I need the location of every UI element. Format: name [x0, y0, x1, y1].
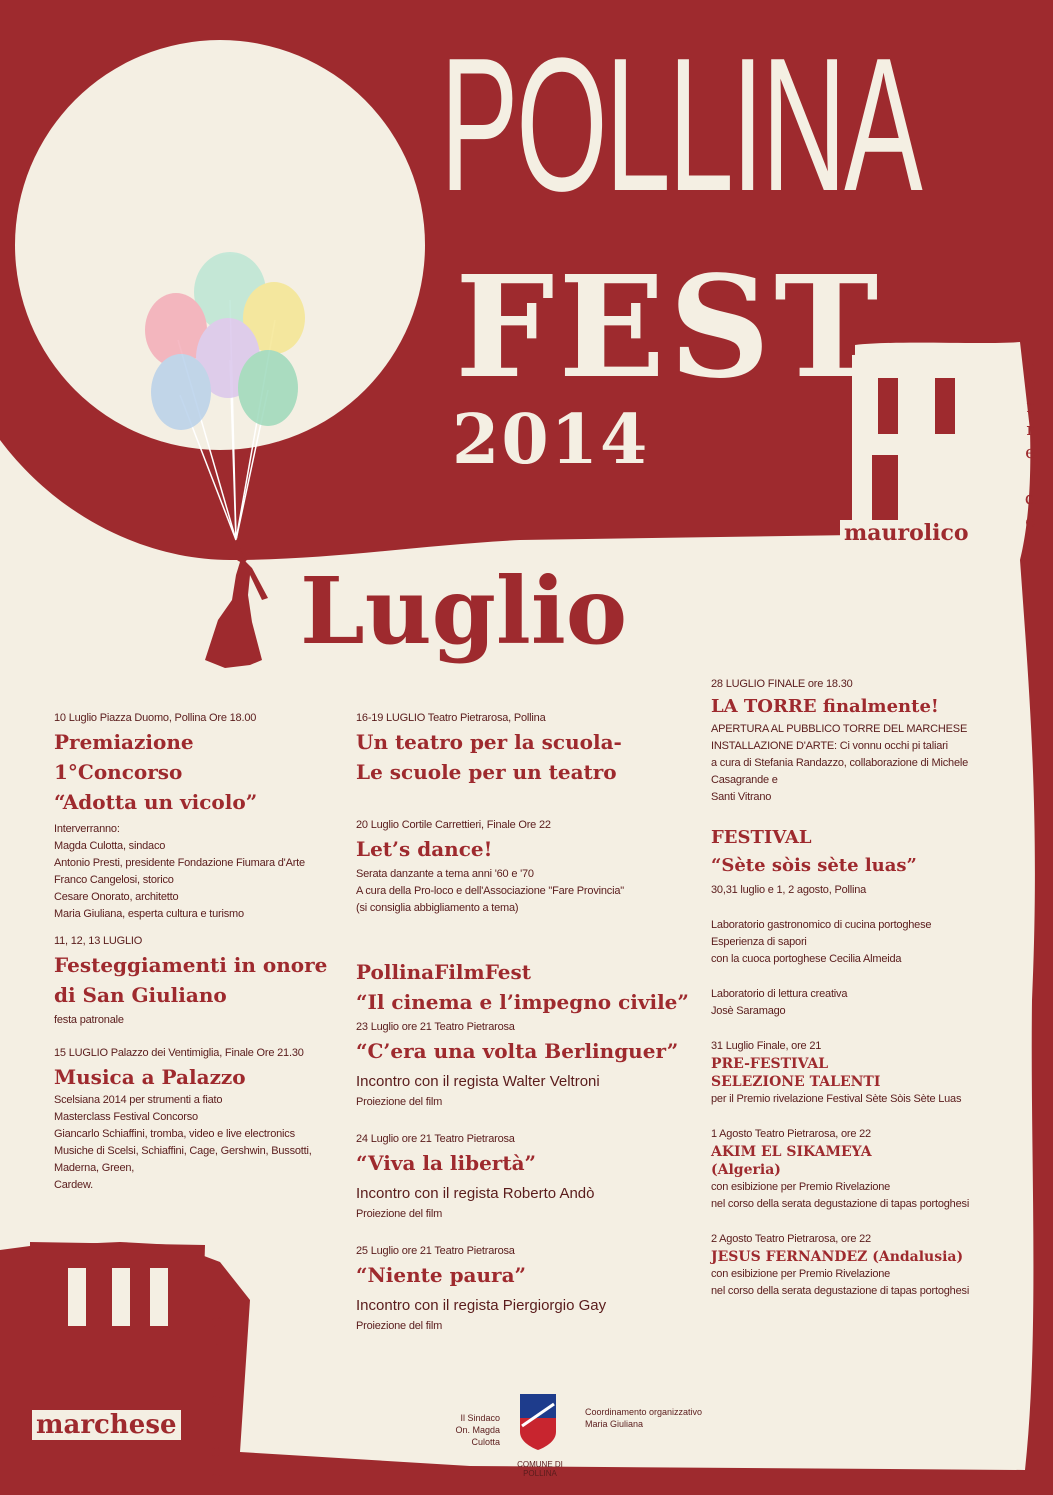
event-line: A cura della Pro-loco e dell'Associazione "Fare Provincia" — [356, 885, 624, 897]
film-title: “Viva la libertà” — [356, 1151, 537, 1175]
events-right-column — [711, 676, 1011, 1300]
film-guest: Incontro con il regista Walter Veltroni — [356, 1073, 600, 1090]
film-guest: Incontro con il regista Roberto Andò — [356, 1185, 595, 1202]
event-title: (Algeria) — [711, 1162, 781, 1178]
events-left-column — [54, 710, 334, 1194]
event-title: AKIM EL SIKAMEYA — [711, 1144, 872, 1160]
film-meta: 25 Luglio ore 21 Teatro Pietrarosa — [356, 1245, 515, 1257]
event-title: 1°Concorso — [54, 760, 183, 784]
event-meta: 1 Agosto Teatro Pietrarosa, ore 22 — [711, 1128, 871, 1140]
tower-top-vertical-label: torre de — [1020, 350, 1041, 534]
film-meta: 24 Luglio ore 21 Teatro Pietrarosa — [356, 1133, 515, 1145]
title-fest: FEST — [455, 246, 883, 410]
title-pollina: POLLINA — [440, 19, 921, 231]
events-middle-column — [356, 710, 696, 1335]
film-note: Proiezione del film — [356, 1096, 443, 1108]
event-meta: 16-19 LUGLIO Teatro Pietrarosa, Pollina — [356, 712, 546, 724]
event-line: a cura di Stefania Randazzo, collaborazione di Michele Casagrande e — [711, 757, 969, 786]
event-line: Cardew. — [54, 1179, 93, 1191]
event-title: Le scuole per un teatro — [356, 760, 617, 784]
footer-mayor — [430, 1412, 500, 1448]
event-title: “Sète sòis sète luas” — [711, 855, 917, 876]
tower-top-name: maurolico — [840, 520, 973, 546]
event-title: PollinaFilmFest — [356, 960, 532, 984]
event-line: Esperienza di sapori — [711, 936, 807, 948]
tower-bottom-name: marchese — [32, 1410, 181, 1440]
event-meta: 10 Luglio Piazza Duomo, Pollina Ore 18.00 — [54, 712, 257, 724]
event-line: Masterclass Festival Concorso — [54, 1111, 198, 1123]
footer-coordination — [585, 1406, 705, 1430]
event-meta: 2 Agosto Teatro Pietrarosa, ore 22 — [711, 1233, 871, 1245]
event-title: Premiazione — [54, 730, 194, 754]
footer-coordination-name: Maria Giuliana — [585, 1419, 644, 1429]
film-note: Proiezione del film — [356, 1320, 443, 1332]
event-line: con la cuoca portoghese Cecilia Almeida — [711, 953, 902, 965]
event-line: con esibizione per Premio Rivelazione — [711, 1181, 891, 1193]
event-line: (si consiglia abbigliamento a tema) — [356, 902, 519, 914]
event-line: Franco Cangelosi, storico — [54, 874, 174, 886]
event-title: Musica a Palazzo — [54, 1065, 246, 1089]
film-title: “C’era una volta Berlinguer” — [356, 1039, 679, 1063]
event-line: INSTALLAZIONE D'ARTE: Ci vonnu occhi pi taliari — [711, 740, 948, 752]
event-line: Laboratorio di lettura creativa — [711, 988, 848, 1000]
title-year: 2014 — [452, 400, 650, 480]
event-title: “Adotta un vicolo” — [54, 790, 258, 814]
event-line: con esibizione per Premio Rivelazione — [711, 1268, 891, 1280]
event-line: festa patronale — [54, 1014, 124, 1026]
footer-mayor-role: Il Sindaco — [460, 1413, 500, 1423]
event-meta: 15 LUGLIO Palazzo dei Ventimiglia, Finale Ore 21.30 — [54, 1047, 304, 1059]
event-line: per il Premio rivelazione Festival Sète Sòis Sète Luas — [711, 1093, 962, 1105]
film-title: “Niente paura” — [356, 1263, 527, 1287]
event-title: Let’s dance! — [356, 837, 493, 861]
event-title: JESUS FERNANDEZ (Andalusia) — [711, 1249, 964, 1265]
event-title: SELEZIONE TALENTI — [711, 1074, 881, 1090]
tower-bottom-vertical-label: torre de — [205, 1282, 229, 1490]
event-line: Giancarlo Schiaffini, tromba, video e live electronics — [54, 1128, 295, 1140]
event-title: FESTIVAL — [711, 827, 812, 848]
footer-mayor-name: On. Magda Culotta — [455, 1425, 500, 1447]
footer-crest-line2: POLLINA — [523, 1469, 557, 1478]
event-line: Santi Vitrano — [711, 791, 772, 803]
tower-marchese — [30, 1242, 205, 1422]
event-line: APERTURA AL PUBBLICO TORRE DEL MARCHESE — [711, 723, 968, 735]
event-line: Scelsiana 2014 per strumenti a fiato — [54, 1094, 223, 1106]
event-meta: 28 LUGLIO FINALE ore 18.30 — [711, 678, 853, 690]
event-meta: 11, 12, 13 LUGLIO — [54, 935, 143, 947]
event-line: 30,31 luglio e 1, 2 agosto, Pollina — [711, 884, 867, 896]
footer-crest-caption — [505, 1460, 575, 1478]
film-meta: 23 Luglio ore 21 Teatro Pietrarosa — [356, 1021, 515, 1033]
crest-icon — [518, 1392, 558, 1454]
footer-crest-line1: COMUNE DI — [517, 1460, 563, 1469]
event-line: nel corso della serata degustazione di tapas portoghesi — [711, 1198, 970, 1210]
event-line: nel corso della serata degustazione di tapas portoghesi — [711, 1285, 970, 1297]
event-title: PRE-FESTIVAL — [711, 1056, 829, 1072]
film-note: Proiezione del film — [356, 1208, 443, 1220]
month-heading: Luglio — [300, 557, 628, 665]
event-title: Un teatro per la scuola- — [356, 730, 622, 754]
event-meta: 31 Luglio Finale, ore 21 — [711, 1040, 822, 1052]
event-line: Josè Saramago — [711, 1005, 786, 1017]
event-line: Laboratorio gastronomico di cucina portoghese — [711, 919, 932, 931]
event-title: LA TORRE finalmente! — [711, 696, 939, 717]
film-guest: Incontro con il regista Piergiorgio Gay — [356, 1297, 607, 1314]
event-title: Festeggiamenti in onore — [54, 953, 328, 977]
event-title: “Il cinema e l’impegno civile” — [356, 990, 689, 1014]
event-line: Maria Giuliana, esperta cultura e turismo — [54, 908, 244, 920]
event-meta: 20 Luglio Cortile Carrettieri, Finale Ore 22 — [356, 819, 551, 831]
event-title: di San Giuliano — [54, 983, 227, 1007]
event-line: Antonio Presti, presidente Fondazione Fiumara d'Arte — [54, 857, 305, 869]
event-line: Serata danzante a tema anni '60 e '70 — [356, 868, 534, 880]
event-line: Musiche di Scelsi, Schiaffini, Cage, Gershwin, Bussotti, Maderna, Green, — [54, 1145, 312, 1174]
event-line: Interverranno: — [54, 823, 120, 835]
event-line: Cesare Onorato, architetto — [54, 891, 179, 903]
event-line: Magda Culotta, sindaco — [54, 840, 166, 852]
footer-coordination-role: Coordinamento organizzativo — [585, 1407, 703, 1417]
